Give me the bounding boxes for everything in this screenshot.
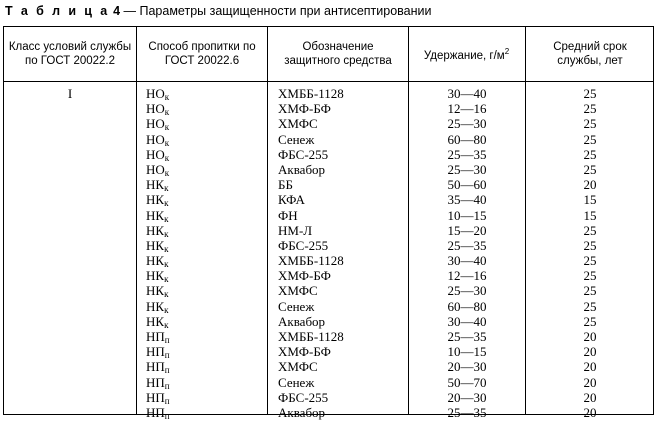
method-subscript: к [164,259,169,270]
method-subscript: п [164,335,170,345]
method-subscript: к [164,213,169,224]
retention-cell: 50—60 [447,177,487,193]
retention-cell: 10—15 [447,207,487,223]
life-cell: 20 [583,374,597,390]
method-code: НП [146,374,165,390]
retention-cell: 25—35 [447,329,487,344]
agent-cell: ФБС-255 [278,389,329,405]
life-cell: 20 [583,177,597,193]
method-subscript: к [164,152,170,163]
method-cell [146,116,261,131]
method-code: НО [146,161,165,177]
retention-column [409,86,525,420]
method-subscript: к [164,137,170,148]
agent-cell: Сенеж [278,131,315,147]
agent-column [278,86,403,420]
retention-cell: 25—30 [447,161,487,177]
method-code: НК [146,237,165,253]
method-subscript: п [164,380,170,391]
agent-cell: НМ-Л [278,222,313,238]
life-cell: 25 [583,298,597,314]
method-code: НК [146,313,165,329]
retention-cell: 20—30 [447,389,487,405]
method-code: НК [146,177,165,193]
method-cell [146,253,261,268]
agent-cell: ХМФ-БФ [278,101,331,117]
agent-cell: ХМФС [278,283,318,299]
retention-cell: 25—35 [447,404,487,420]
life-cell: 20 [583,344,597,360]
method-code: НК [146,222,165,238]
method-subscript: к [164,122,170,133]
retention-cell: 12—16 [447,268,487,284]
method-code: НК [146,192,165,208]
life-cell: 20 [583,359,597,375]
method-cell [146,86,261,101]
agent-cell: Аквабор [278,161,326,177]
method-cell [146,299,261,314]
method-cell [146,283,261,298]
method-cell [146,147,261,162]
method-cell [146,101,261,116]
agent-cell: ФБС-255 [278,237,329,253]
method-code: НП [146,344,165,360]
life-cell: 20 [583,389,597,405]
method-cell [146,268,261,283]
retention-cell: 30—40 [447,313,487,329]
method-cell [146,390,261,405]
life-cell: 25 [583,253,597,269]
life-cell: 25 [583,146,597,162]
method-code: НО [146,131,165,147]
agent-cell: КФА [278,192,305,208]
agent-cell: Сенеж [278,374,315,390]
method-subscript: к [164,319,169,330]
agent-cell: ХМФС [278,359,318,375]
retention-cell: 25—30 [447,283,487,299]
life-column [526,86,654,420]
agent-cell: ФН [278,207,298,223]
method-subscript: п [164,395,170,406]
method-code: НК [146,253,165,269]
method-cell [146,344,261,359]
method-code: НП [146,389,165,405]
agent-cell: Сенеж [278,298,315,314]
method-subscript: к [164,304,169,315]
column-divider [136,27,137,414]
method-subscript: к [164,274,169,285]
method-cell [146,359,261,374]
column-divider [267,27,268,414]
method-cell [146,177,261,192]
caption-title: — Параметры защищенности при антисептировании [120,4,432,18]
life-cell: 25 [583,161,597,177]
method-cell [146,314,261,329]
method-code: НО [146,116,165,132]
method-cell [146,375,261,390]
method-code: НК [146,207,165,223]
header-agent: Обозначение защитного средства [284,41,392,67]
retention-cell: 10—15 [447,344,487,360]
life-cell: 25 [583,268,597,284]
method-code: НО [146,101,165,117]
method-subscript: к [164,167,170,178]
agent-cell: ХМФ-БФ [278,268,331,284]
method-cell [146,329,261,344]
method-cell [146,192,261,207]
method-subscript: п [164,365,170,376]
method-cell [146,132,261,147]
agent-cell: ХМББ-1128 [278,86,344,101]
method-subscript: к [164,198,169,209]
life-cell: 25 [583,313,597,329]
agent-cell: ХМФС [278,116,318,132]
retention-cell: 20—30 [447,359,487,375]
caption-label: Т а б л и ц а [5,4,110,18]
retention-cell: 30—40 [447,253,487,269]
life-cell: 25 [583,86,597,101]
method-subscript: к [164,243,169,254]
method-cell [146,223,261,238]
method-subscript: к [164,289,169,300]
life-cell: 15 [583,207,597,223]
retention-cell: 12—16 [447,101,487,117]
life-cell: 25 [583,222,597,238]
method-subscript: п [164,410,170,421]
retention-cell: 35—40 [447,192,487,208]
retention-cell: 25—30 [447,116,487,132]
retention-cell: 30—40 [447,86,487,101]
method-subscript: к [164,92,170,102]
header-life: Средний срок службы, лет [553,41,627,67]
header-class: Класс условий службы по ГОСТ 20022.2 [8,41,132,67]
method-subscript: п [164,350,170,361]
agent-cell: ХМФ-БФ [278,344,331,360]
method-cell [146,208,261,223]
agent-cell: Аквабор [278,313,326,329]
method-code: НП [146,404,165,420]
life-cell: 20 [583,329,597,344]
retention-cell: 60—80 [447,298,487,314]
life-cell: 25 [583,116,597,132]
agent-cell: ФБС-255 [278,146,329,162]
life-cell: 25 [583,101,597,117]
method-cell [146,405,261,420]
agent-cell: ХМББ-1128 [278,329,344,344]
life-cell: 25 [583,131,597,147]
agent-cell: Аквабор [278,404,326,420]
retention-cell: 60—80 [447,131,487,147]
caption-number: 4 [113,4,121,18]
retention-cell: 25—35 [447,237,487,253]
header-retention-text: Удержание, г/м [423,49,505,62]
method-code: НК [146,268,165,284]
life-cell: 15 [583,192,597,208]
method-code: НО [146,146,165,162]
parameters-table [3,26,654,421]
method-code: НП [146,329,165,344]
retention-cell: 25—35 [447,146,487,162]
life-cell: 20 [583,404,597,420]
method-code: НК [146,283,165,299]
method-code: НК [146,298,165,314]
header-divider [4,81,653,82]
life-cell: 25 [583,283,597,299]
method-code: НП [146,359,165,375]
method-subscript: к [164,107,170,118]
method-subscript: к [164,228,169,239]
header-method: Способ пропитки по ГОСТ 20022.6 [148,41,256,67]
table-caption [5,4,431,18]
agent-cell: ХМББ-1128 [278,253,344,269]
method-cell [146,162,261,177]
class-value: I [67,86,73,101]
method-column [146,86,261,420]
life-cell: 25 [583,237,597,253]
method-subscript: к [164,183,169,194]
header-retention [411,27,522,81]
retention-cell: 15—20 [447,222,487,238]
retention-cell: 50—70 [447,374,487,390]
header-retention-sup: 2 [504,47,510,57]
method-code: НО [146,86,165,101]
agent-cell: ББ [278,177,293,193]
method-cell [146,238,261,253]
